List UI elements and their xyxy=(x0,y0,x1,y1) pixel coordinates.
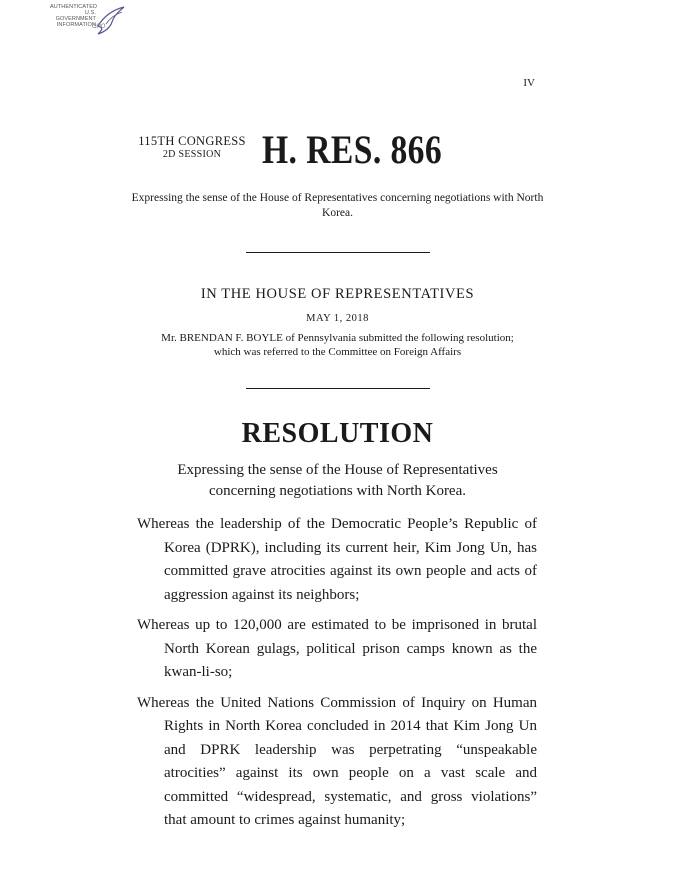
whereas-clauses xyxy=(137,513,537,840)
seal-text xyxy=(50,4,96,28)
eagle-icon xyxy=(94,4,128,38)
resolution-title: Expressing the sense of the House of Representatives concerning negotiations with North Korea. xyxy=(177,462,498,499)
seal-line: INFORMATION xyxy=(56,22,96,28)
seal-line: U.S. GOVERNMENT xyxy=(55,10,96,22)
resolution-heading: RESOLUTION xyxy=(241,418,434,449)
gpo-mark: GPO xyxy=(92,24,106,30)
bill-number: H. RES. 866 xyxy=(262,127,443,172)
introduced-date: MAY 1, 2018 xyxy=(306,313,369,324)
divider xyxy=(246,252,430,253)
congress-session xyxy=(134,135,250,161)
whereas-clause: Whereas up to 120,000 are estimated to be imprisoned in brutal North Korean gulags, political prison camps known as the kwan-li-so; xyxy=(137,617,537,680)
congress-number: 115TH CONGRESS xyxy=(138,134,246,148)
session-number: 2D SESSION xyxy=(162,149,222,160)
authenticated-gpo-seal xyxy=(50,4,128,38)
whereas-clause: Whereas the leadership of the Democratic People’s Republic of Korea (DPRK), including its current heir, Kim Jong Un, has committed grave atrocities against its own people and acts of aggression against its neighbors; xyxy=(137,516,537,603)
seal-line: AUTHENTICATED xyxy=(50,4,98,10)
sponsor-statement xyxy=(130,331,545,359)
whereas-clause: Whereas the United Nations Commission of Inquiry on Human Rights in North Korea concluded in 2014 that Kim Jong Un and DPRK leadership was perpetrating “unspeakable atrocities” against its own people on a vast scale and committed “widespread, systematic, and gross violations” that amount to crimes against humanity; xyxy=(137,694,537,828)
version-mark: IV xyxy=(523,77,535,89)
divider xyxy=(246,388,430,389)
sponsor-line: Mr. BRENDAN F. BOYLE of Pennsylvania submitted the following resolution; xyxy=(161,332,514,344)
referral-line: which was referred to the Committee on Foreign Affairs xyxy=(213,346,462,358)
short-title: Expressing the sense of the House of Representatives concerning negotiations with North Korea. xyxy=(131,192,544,219)
chamber-heading: IN THE HOUSE OF REPRESENTATIVES xyxy=(200,286,475,302)
